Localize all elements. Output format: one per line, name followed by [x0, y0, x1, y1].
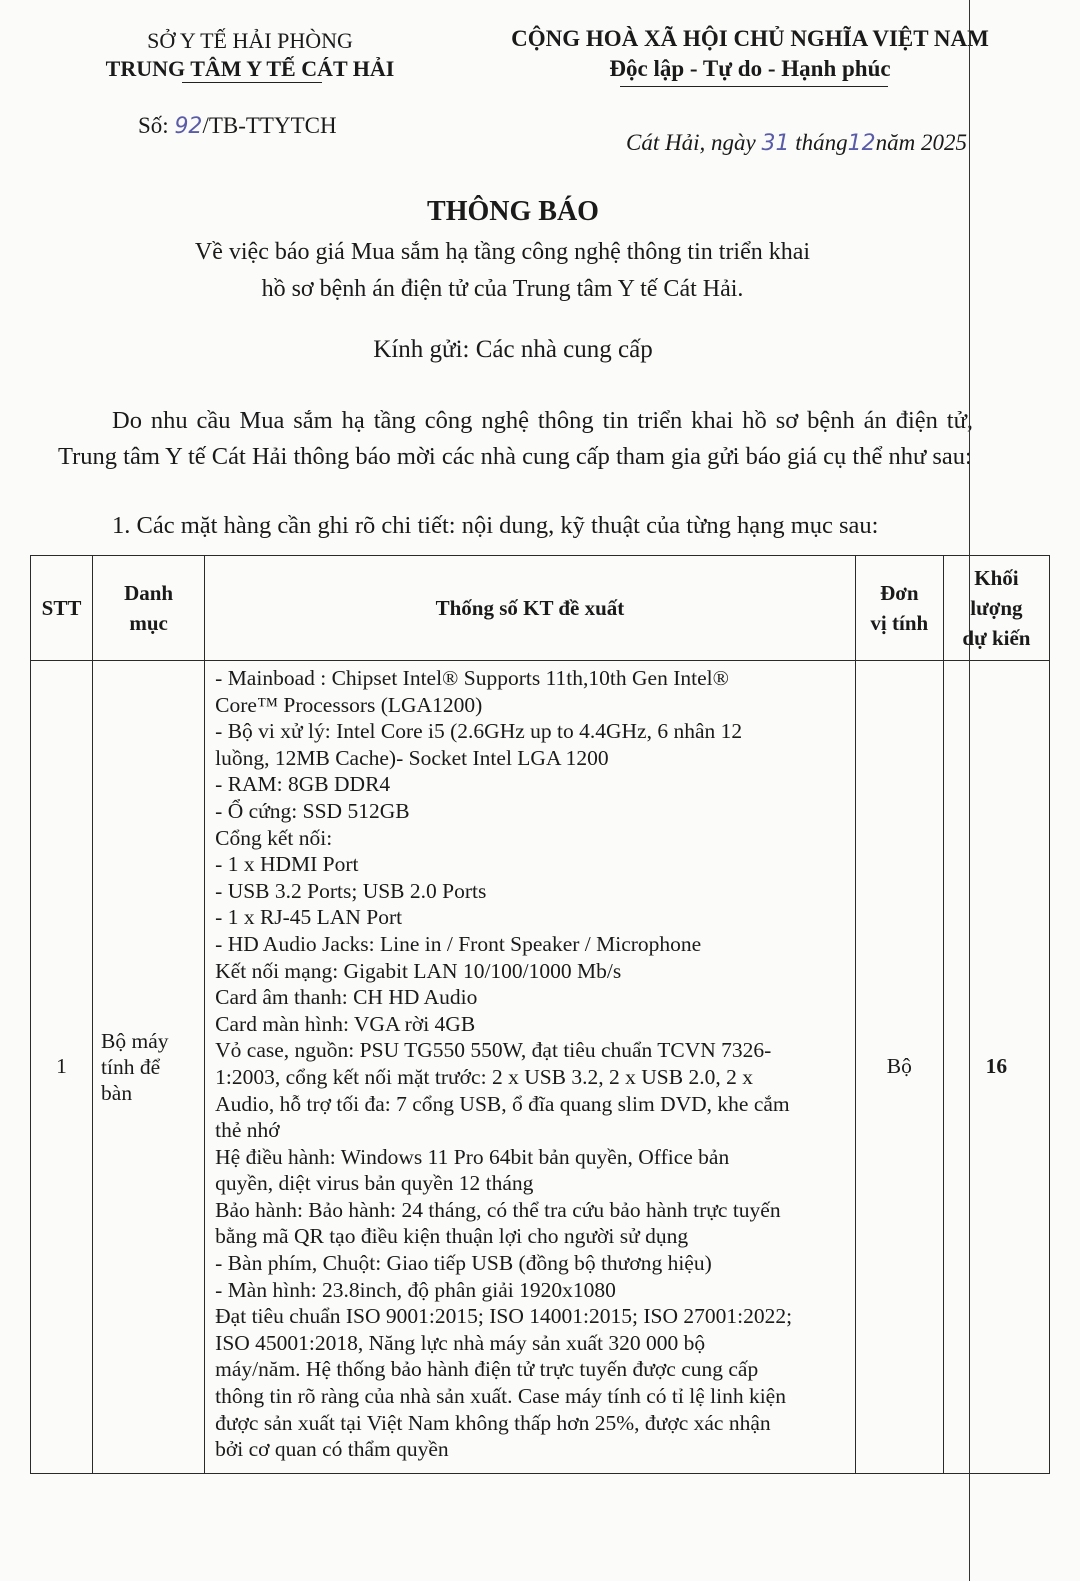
- spec-line: thẻ nhớ: [215, 1118, 280, 1143]
- row-spec: [205, 661, 856, 1474]
- item-1-heading: 1. Các mặt hàng cần ghi rõ chi tiết: nội dung, kỹ thuật của từng hạng mục sau:: [112, 512, 879, 539]
- spec-line: máy/năm. Hệ thống bảo hành điện tử trực tuyến được cung cấp: [215, 1357, 759, 1382]
- org-name: TRUNG TÂM Y TẾ CÁT HẢI: [105, 56, 395, 81]
- spec-line: Audio, hỗ trợ tối đa: 7 cổng USB, ổ đĩa quang slim DVD, khe cắm: [215, 1091, 790, 1116]
- date-year: năm 2025: [875, 130, 967, 155]
- document-subtitle: [0, 234, 1005, 308]
- spec-line: Card âm thanh: CH HD Audio: [215, 985, 478, 1010]
- spec-line: Bảo hành: Bảo hành: 24 tháng, có thể tra cứu bảo hành trực tuyến: [215, 1197, 781, 1222]
- header-danh-muc-line-2: mục: [129, 611, 168, 635]
- header-stt: STT: [31, 556, 93, 661]
- header-khoi-luong: [943, 556, 1049, 661]
- spec-line: ISO 45001:2018, Năng lực nhà máy sản xuất 320 000 bộ: [215, 1330, 706, 1355]
- spec-line: - Bộ vi xử lý: Intel Core i5 (2.6GHz up to 4.4GHz, 6 nhân 12: [215, 719, 743, 744]
- spec-line: 1:2003, cổng kết nối mặt trước: 2 x USB 3.2, 2 x USB 2.0, 2 x: [215, 1064, 753, 1089]
- org-parent: SỞ Y TẾ HẢI PHÒNG: [147, 28, 353, 53]
- subtitle-line-2: hồ sơ bệnh án điện tử của Trung tâm Y tế Cát Hải.: [261, 276, 744, 302]
- date-day-handwritten: 31: [761, 131, 790, 156]
- spec-line: - Mainboad : Chipset Intel® Supports 11th,10th Gen Intel®: [215, 666, 729, 690]
- spec-line: - RAM: 8GB DDR4: [215, 772, 391, 797]
- spec-line: - 1 x HDMI Port: [215, 852, 359, 877]
- spec-line: - Ổ cứng: SSD 512GB: [215, 798, 410, 823]
- motto-underline: [620, 86, 888, 87]
- nation-heading: CỘNG HOÀ XÃ HỘI CHỦ NGHĨA VIỆT NAM: [511, 26, 989, 51]
- header-thong-so: Thống số KT đề xuất: [205, 556, 856, 661]
- header-don-vi: [855, 556, 943, 661]
- intro-paragraph: Do nhu cầu Mua sắm hạ tầng công nghệ thông tin triển khai hồ sơ bệnh án điện tử, Trung tâm Y tế Cát Hải thông báo mời các nhà cung cấp tham gia gửi báo giá cụ thể như sau:: [58, 407, 973, 470]
- row-danh-muc-line-3: bàn: [101, 1080, 133, 1105]
- spec-line: Vỏ case, nguồn: PSU TG550 550W, đạt tiêu chuẩn TCVN 7326-: [215, 1038, 772, 1063]
- spec-line: Card màn hình: VGA rời 4GB: [215, 1011, 476, 1036]
- document-title: THÔNG BÁO: [427, 196, 599, 227]
- row-khoi-luong: 16: [943, 661, 1049, 1474]
- spec-line: - 1 x RJ-45 LAN Port: [215, 905, 403, 930]
- spec-line: thông tin rõ ràng của nhà sản xuất. Case máy tính có tỉ lệ linh kiện: [215, 1384, 786, 1409]
- row-danh-muc-line-2: tính để: [101, 1054, 161, 1079]
- recipient-line: Kính gửi: Các nhà cung cấp: [373, 336, 653, 363]
- spec-table: [30, 555, 1050, 1474]
- spec-line: - Màn hình: 23.8inch, độ phân giải 1920x1080: [215, 1277, 616, 1302]
- date-month-label: tháng: [795, 130, 848, 155]
- row-danh-muc-line-1: Bộ máy: [101, 1028, 169, 1053]
- header-danh-muc: [93, 556, 205, 661]
- header-khoi-luong-line-3: dự kiến: [962, 626, 1031, 650]
- spec-line: - Bàn phím, Chuột: Giao tiếp USB (đồng bộ thương hiệu): [215, 1251, 712, 1276]
- spec-line: được sản xuất tại Việt Nam không thấp hơn 25%, được xác nhận: [215, 1410, 771, 1435]
- spec-line: Hệ điều hành: Windows 11 Pro 64bit bản quyền, Office bản: [215, 1144, 730, 1169]
- spec-line: Kết nối mạng: Gigabit LAN 10/100/1000 Mb/s: [215, 958, 622, 983]
- date-month-handwritten: 12: [847, 131, 876, 156]
- so-label: Số:: [138, 113, 169, 138]
- row-don-vi: Bộ: [855, 661, 943, 1474]
- header-khoi-luong-line-2: lượng: [970, 596, 1023, 620]
- spec-line: luồng, 12MB Cache)- Socket Intel LGA 1200: [215, 745, 609, 770]
- row-danh-muc: [93, 661, 205, 1474]
- subtitle-line-1: Về việc báo giá Mua sắm hạ tầng công nghệ thông tin triển khai: [194, 239, 811, 265]
- motto: Độc lập - Tự do - Hạnh phúc: [609, 56, 891, 81]
- so-suffix: /TB-TTYTCH: [202, 113, 337, 138]
- header-don-vi-line-2: vị tính: [870, 611, 929, 635]
- spec-line: Đạt tiêu chuẩn ISO 9001:2015; ISO 14001:2015; ISO 27001:2022;: [215, 1304, 793, 1329]
- table-row: [31, 661, 1050, 1474]
- so-number-handwritten: 92: [174, 114, 203, 139]
- spec-line: quyền, diệt virus bản quyền 12 tháng: [215, 1171, 534, 1196]
- spec-line: Cổng kết nối:: [215, 825, 333, 850]
- org-underline: [182, 82, 322, 83]
- header-danh-muc-line-1: Danh: [124, 581, 174, 605]
- document-number: [138, 113, 337, 139]
- date-place: Cát Hải, ngày: [626, 130, 756, 155]
- spec-line: - HD Audio Jacks: Line in / Front Speaker / Microphone: [215, 931, 702, 956]
- spec-line: bởi cơ quan có thẩm quyền: [215, 1437, 449, 1462]
- spec-line: Core™ Processors (LGA1200): [215, 692, 483, 717]
- header-khoi-luong-line-1: Khối: [974, 566, 1019, 590]
- row-stt: 1: [31, 661, 93, 1474]
- spec-line: - USB 3.2 Ports; USB 2.0 Ports: [215, 878, 487, 903]
- document-date: [626, 130, 967, 156]
- header-don-vi-line-1: Đơn: [880, 581, 919, 605]
- table-header-row: [31, 556, 1050, 661]
- scan-margin-line: [969, 0, 970, 1581]
- spec-line: bằng mã QR tạo điều kiện thuận lợi cho người sử dụng: [215, 1224, 689, 1249]
